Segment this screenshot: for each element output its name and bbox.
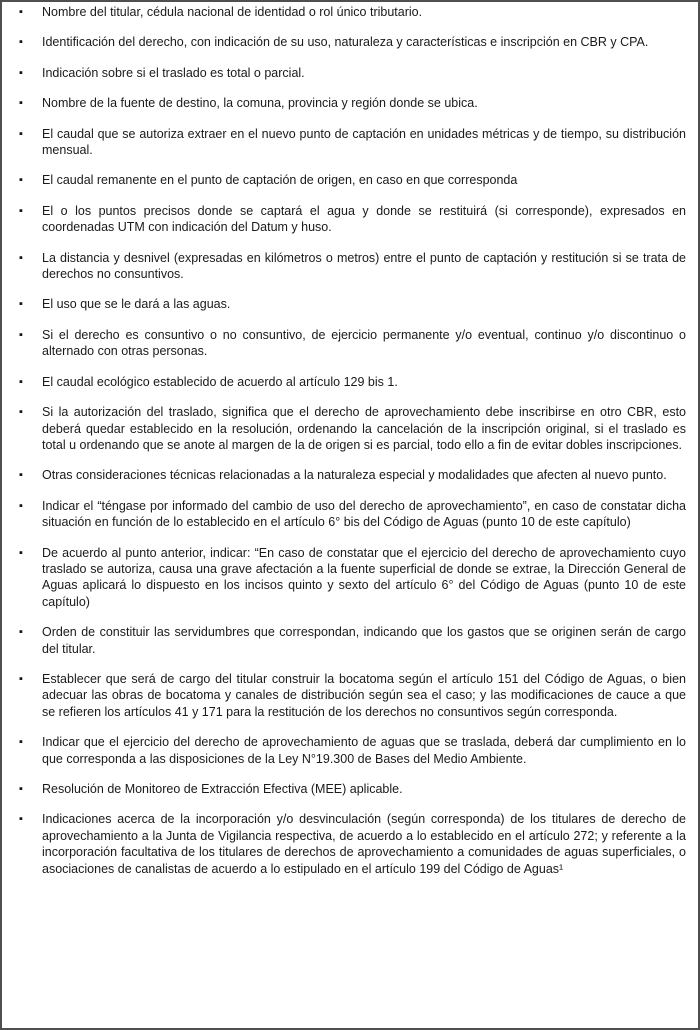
list-item-text: La distancia y desnivel (expresadas en kilómetros o metros) entre el punto de captación y restitución si se trata de derechos no consuntivos. — [42, 250, 686, 282]
list-item-text: Identificación del derecho, con indicación de su uso, naturaleza y características e inscripción en CBR y CPA. — [42, 35, 649, 50]
square-bullet-icon: ▪ — [19, 174, 23, 187]
list-item — [2, 671, 686, 720]
square-bullet-icon: ▪ — [19, 97, 23, 110]
list-item — [2, 374, 686, 390]
list-item-text: Otras consideraciones técnicas relacionadas a la naturaleza especial y modalidades que afecten al nuevo punto. — [42, 468, 667, 483]
square-bullet-icon: ▪ — [19, 375, 23, 388]
square-bullet-icon: ▪ — [19, 736, 23, 749]
square-bullet-icon: ▪ — [19, 406, 23, 419]
list-item — [2, 734, 686, 767]
list-item-text: Si la autorización del traslado, significa que el derecho de aprovechamiento debe inscribirse en otro CBR, esto deberá quedar establecido en la resolución, ordenando la cancelación de la inscripción original, si el traslado es total u ordenando que se anote al margen de la de origen si es parcial, todo ello a fin de evitar dobles inscripciones. — [42, 405, 686, 452]
list-item — [2, 296, 686, 312]
square-bullet-icon: ▪ — [19, 66, 23, 79]
list-item — [2, 404, 686, 453]
list-item — [2, 4, 686, 20]
list-item — [2, 327, 686, 360]
square-bullet-icon: ▪ — [19, 127, 23, 140]
list-item-text: El uso que se le dará a las aguas. — [42, 297, 231, 312]
list-item-text: Indicación sobre si el traslado es total o parcial. — [42, 65, 305, 80]
square-bullet-icon: ▪ — [19, 36, 23, 49]
square-bullet-icon: ▪ — [19, 672, 23, 685]
list-item-text: Indicaciones acerca de la incorporación y/o desvinculación (según corresponda) de los titulares de derecho de aprovechamiento a la Junta de Vigilancia respectiva, de acuerdo a lo establecido en el artículo 272; y referente a la incorporación facultativa de los titulares de derechos de aprovechamiento a comunidades de aguas superficiales, o asociaciones de canalistas de acuerdo a lo estipulado en el artículo 199 del Código de Aguas¹ — [42, 812, 686, 876]
square-bullet-icon: ▪ — [19, 546, 23, 559]
list-item — [2, 172, 686, 188]
list-item-text: Indicar que el ejercicio del derecho de aprovechamiento de aguas que se traslada, deberá dar cumplimiento en lo que corresponda a las disposiciones de la Ley N°19.300 de Bases del Medio Ambiente. — [42, 735, 686, 766]
bullet-list — [2, 4, 686, 877]
square-bullet-icon: ▪ — [19, 499, 23, 512]
list-item — [2, 65, 686, 81]
list-item-text: El o los puntos precisos donde se captará el agua y donde se restituirá (si corresponde), expresados en coordenadas UTM con indicación del Datum y huso. — [42, 203, 686, 235]
square-bullet-icon: ▪ — [19, 469, 23, 482]
list-item — [2, 545, 686, 611]
list-item — [2, 34, 686, 50]
list-item-text: El caudal ecológico establecido de acuerdo al artículo 129 bis 1. — [42, 374, 398, 389]
list-item-text: Si el derecho es consuntivo o no consuntivo, de ejercicio permanente y/o eventual, continuo y/o discontinuo o alternado con otras personas. — [42, 327, 686, 359]
square-bullet-icon: ▪ — [19, 783, 23, 795]
list-item-text: Orden de constituir las servidumbres que correspondan, indicando que los gastos que se originen serán de cargo del titular. — [42, 625, 686, 656]
list-item — [2, 250, 686, 283]
list-item — [2, 624, 686, 657]
list-item — [2, 811, 686, 877]
square-bullet-icon: ▪ — [19, 813, 23, 826]
list-item-text: El caudal que se autoriza extraer en el nuevo punto de captación en unidades métricas y de tiempo, su distribución mensual. — [42, 126, 686, 158]
list-item-text: Nombre de la fuente de destino, la comuna, provincia y región donde se ubica. — [42, 96, 478, 111]
square-bullet-icon: ▪ — [19, 328, 23, 341]
list-item-text: Nombre del titular, cédula nacional de identidad o rol único tributario. — [42, 5, 423, 19]
list-item — [2, 781, 686, 797]
list-item — [2, 467, 686, 483]
list-item-text: Resolución de Monitoreo de Extracción Efectiva (MEE) aplicable. — [42, 782, 403, 796]
square-bullet-icon: ▪ — [19, 6, 23, 18]
list-item — [2, 95, 686, 111]
list-item-text: Indicar el “téngase por informado del cambio de uso del derecho de aprovechamiento”, en caso de constatar dicha situación en función de lo establecido en el artículo 6° bis del Código de Aguas (punto 10 de este capítulo) — [42, 498, 686, 530]
square-bullet-icon: ▪ — [19, 204, 23, 217]
square-bullet-icon: ▪ — [19, 626, 23, 639]
list-item-text: De acuerdo al punto anterior, indicar: “En caso de constatar que el ejercicio del derecho de aprovechamiento cuyo traslado se autoriza, causa una grave afectación a la fuente superficial de donde se extrae, la Dirección General de Aguas aplicará lo dispuesto en los incisos quinto y sexto del artículo 6° del Código de Aguas (punto 10 de este capítulo) — [42, 545, 686, 609]
square-bullet-icon: ▪ — [19, 298, 23, 311]
list-item-text: Establecer que será de cargo del titular construir la bocatoma según el artículo 151 del Código de Aguas, o bien adecuar las obras de bocatoma y canales de distribución según sea el caso; y las modificaciones de cauce a que se refieren los artículos 41 y 171 para la restitución de los derechos no consuntivos según corresponda. — [42, 671, 686, 719]
list-item — [2, 126, 686, 159]
list-item-text: El caudal remanente en el punto de captación de origen, en caso en que corresponda — [42, 173, 518, 188]
square-bullet-icon: ▪ — [19, 251, 23, 264]
list-item — [2, 203, 686, 236]
list-item — [2, 498, 686, 531]
